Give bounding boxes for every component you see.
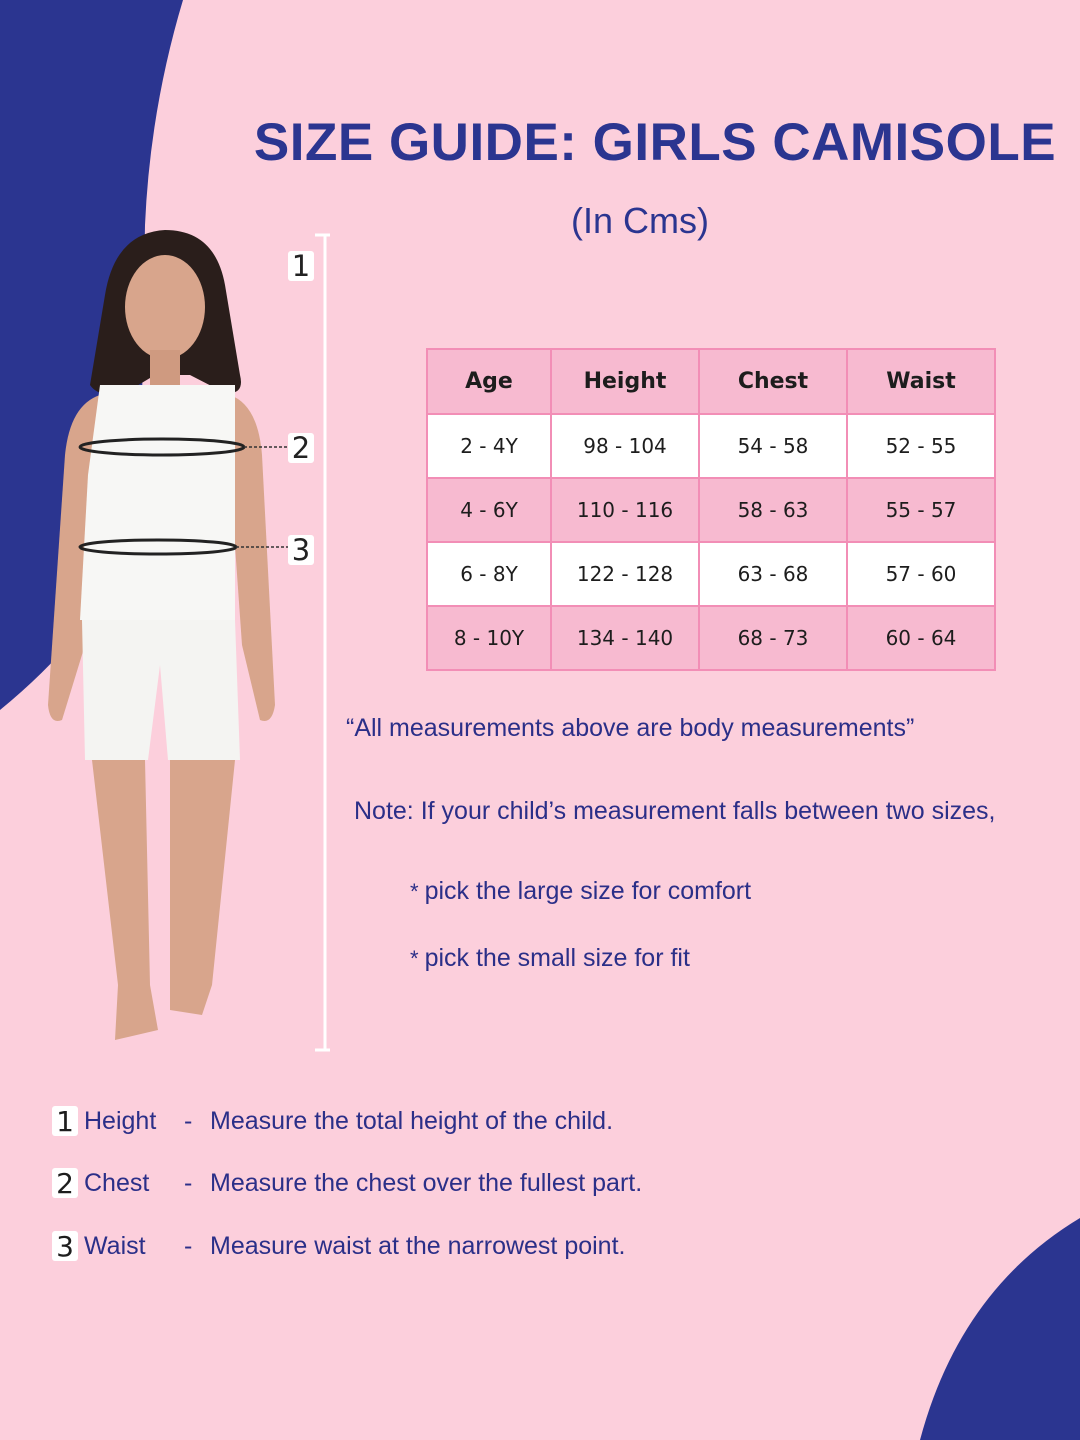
legend-separator: - xyxy=(184,1168,193,1197)
legend-description: Measure the total height of the child. xyxy=(210,1106,614,1135)
unit-subtitle: (In Cms) xyxy=(571,200,709,241)
cell-height: 98 - 104 xyxy=(551,414,699,478)
face-shape xyxy=(125,255,205,359)
shorts-shape xyxy=(82,620,240,760)
bullet-large-size xyxy=(410,877,751,906)
body-measurement-note: “All measurements above are body measurements” xyxy=(346,714,915,742)
asterisk-icon: * xyxy=(410,879,419,904)
cell-age: 6 - 8Y xyxy=(427,542,551,606)
header-waist: Waist xyxy=(847,349,995,414)
child-figure-illustration xyxy=(30,225,330,1055)
legend-number: 1 xyxy=(52,1106,78,1136)
cell-age: 4 - 6Y xyxy=(427,478,551,542)
legend-label: Height xyxy=(84,1106,157,1135)
bullet-text: pick the large size for comfort xyxy=(424,877,752,905)
cell-height: 110 - 116 xyxy=(551,478,699,542)
legend-label: Chest xyxy=(84,1168,150,1197)
cell-chest: 54 - 58 xyxy=(699,414,847,478)
asterisk-icon: * xyxy=(410,946,419,971)
legend-description: Measure the chest over the fullest part. xyxy=(210,1168,643,1197)
cell-chest: 58 - 63 xyxy=(699,478,847,542)
cell-height: 134 - 140 xyxy=(551,606,699,670)
legend-separator: - xyxy=(184,1106,193,1135)
marker-height: 1 xyxy=(288,251,314,281)
legend-number: 3 xyxy=(52,1231,78,1261)
header-height: Height xyxy=(551,349,699,414)
table-row xyxy=(427,414,995,478)
cell-age: 8 - 10Y xyxy=(427,606,551,670)
marker-chest: 2 xyxy=(288,433,314,463)
cell-waist: 55 - 57 xyxy=(847,478,995,542)
legend-item-chest xyxy=(52,1168,642,1202)
cell-waist: 57 - 60 xyxy=(847,542,995,606)
header-age: Age xyxy=(427,349,551,414)
marker-waist: 3 xyxy=(288,535,314,565)
table-row xyxy=(427,478,995,542)
neck-shape xyxy=(150,350,180,385)
between-sizes-note: Note: If your child’s measurement falls between two sizes, xyxy=(354,797,996,825)
bullet-small-size xyxy=(410,944,690,973)
size-chart-table xyxy=(426,348,996,671)
legend-item-height xyxy=(52,1106,613,1140)
camisole-shape xyxy=(80,385,235,620)
header-chest: Chest xyxy=(699,349,847,414)
child-figure-drawing xyxy=(30,225,330,1055)
legend-label: Waist xyxy=(84,1231,146,1260)
table-header-row xyxy=(427,349,995,414)
cell-age: 2 - 4Y xyxy=(427,414,551,478)
legend-description: Measure waist at the narrowest point. xyxy=(210,1231,626,1260)
cell-height: 122 - 128 xyxy=(551,542,699,606)
legend-number: 2 xyxy=(52,1168,78,1198)
bullet-text: pick the small size for fit xyxy=(424,944,690,972)
legend-separator: - xyxy=(184,1231,193,1260)
table-row xyxy=(427,542,995,606)
page-title: SIZE GUIDE: GIRLS CAMISOLE xyxy=(253,113,1057,172)
navy-shape-bottom-right xyxy=(920,1218,1080,1440)
legs-shape xyxy=(92,760,158,1040)
legend-item-waist xyxy=(52,1231,625,1265)
cell-waist: 52 - 55 xyxy=(847,414,995,478)
cell-chest: 63 - 68 xyxy=(699,542,847,606)
cell-waist: 60 - 64 xyxy=(847,606,995,670)
cell-chest: 68 - 73 xyxy=(699,606,847,670)
legs-shape-right xyxy=(170,760,235,1015)
table-row xyxy=(427,606,995,670)
